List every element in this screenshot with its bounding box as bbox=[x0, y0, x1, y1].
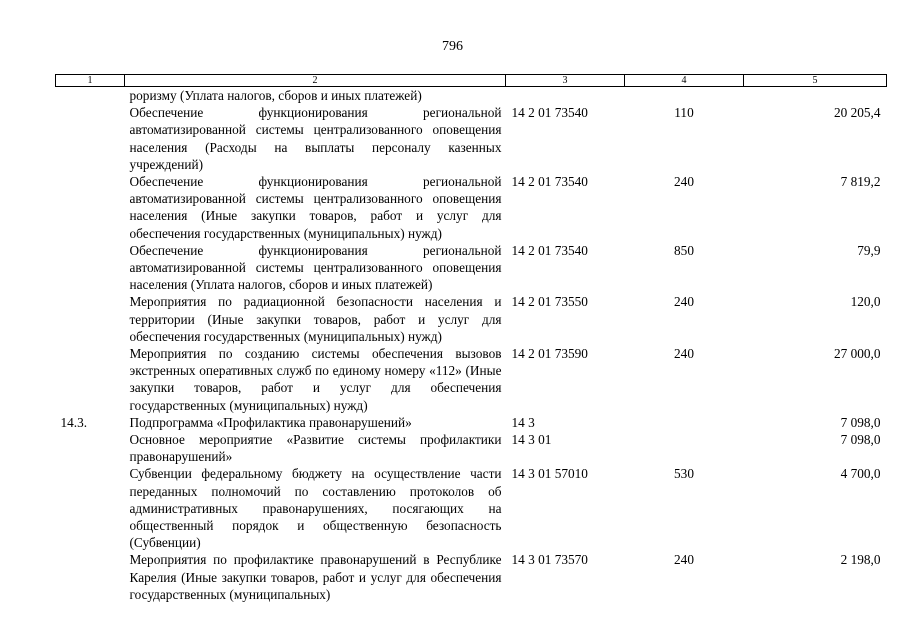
row-description: роризму (Уплата налогов, сборов и иных платежей) bbox=[129, 88, 422, 103]
header-col-4: 4 bbox=[625, 75, 744, 87]
header-row bbox=[56, 75, 887, 87]
row-code: 14 2 01 73540 bbox=[511, 174, 588, 190]
table-row bbox=[56, 414, 887, 431]
table-row bbox=[56, 551, 887, 603]
row-description: Субвенции федеральному бюджету на осуществление части переданных полномочий по составлению протоколов об административных правонарушениях, посягающих на общественный порядок и общественную безопасность (Субвенции) bbox=[129, 466, 502, 551]
row-expense-type: 240 bbox=[674, 294, 694, 310]
table-body bbox=[56, 87, 887, 604]
row-number bbox=[56, 242, 125, 294]
table-row bbox=[56, 242, 887, 294]
header-col-1: 1 bbox=[56, 75, 125, 87]
row-expense-type: 240 bbox=[674, 552, 694, 568]
row-number bbox=[56, 293, 125, 345]
row-amount: 7 098,0 bbox=[840, 432, 881, 448]
row-number bbox=[56, 87, 125, 105]
row-code: 14 2 01 73540 bbox=[511, 105, 588, 121]
row-number bbox=[56, 104, 125, 173]
header-col-3: 3 bbox=[506, 75, 625, 87]
header-col-5: 5 bbox=[744, 75, 887, 87]
row-expense-type bbox=[625, 431, 744, 465]
row-code: 14 2 01 73590 bbox=[511, 346, 588, 362]
row-number bbox=[56, 431, 125, 465]
row-code: 14 3 bbox=[511, 414, 535, 430]
row-code: 14 3 01 bbox=[511, 432, 552, 448]
row-amount: 27 000,0 bbox=[833, 346, 881, 362]
table-row bbox=[56, 173, 887, 242]
row-expense-type: 850 bbox=[674, 242, 694, 258]
row-number: 14.3. bbox=[60, 414, 88, 430]
row-description: Мероприятия по созданию системы обеспечения вызовов экстренных оперативных служб по единому номеру «112» (Иные закупки товаров, работ и услуг для обеспечения государственных (муниципальных) нужд) bbox=[129, 346, 502, 413]
row-description: Мероприятия по профилактике правонарушений в Республике Карелия (Иные закупки товаров, работ и услуг для обеспечения государственных (муниципальных) bbox=[129, 552, 502, 602]
row-amount: 2 198,0 bbox=[840, 552, 881, 568]
row-code: 14 3 01 57010 bbox=[511, 466, 588, 482]
row-number bbox=[56, 173, 125, 242]
table-row bbox=[56, 431, 887, 465]
table-header bbox=[56, 75, 887, 87]
row-number bbox=[56, 551, 125, 603]
row-description: Обеспечение функционирования региональной автоматизированной системы централизованного оповещения населения (Иные закупки товаров, работ и услуг для обеспечения государственных (муниципальных) нужд) bbox=[129, 174, 502, 241]
row-number bbox=[56, 345, 125, 414]
row-amount: 4 700,0 bbox=[840, 466, 881, 482]
table-row bbox=[56, 87, 887, 105]
table-row bbox=[56, 465, 887, 551]
row-amount: 20 205,4 bbox=[833, 105, 881, 121]
row-expense-type: 240 bbox=[674, 174, 694, 190]
row-description: Основное мероприятие «Развитие системы профилактики правонарушений» bbox=[129, 432, 502, 465]
table-row bbox=[56, 345, 887, 414]
row-amount: 7 819,2 bbox=[840, 174, 881, 190]
row-expense-type bbox=[625, 87, 744, 105]
row-number bbox=[56, 465, 125, 551]
header-col-2: 2 bbox=[125, 75, 506, 87]
table-row bbox=[56, 293, 887, 345]
row-code: 14 3 01 73570 bbox=[511, 552, 588, 568]
row-code: 14 2 01 73550 bbox=[511, 294, 588, 310]
row-amount: 120,0 bbox=[850, 294, 881, 310]
page-number: 796 bbox=[442, 39, 463, 54]
table-row bbox=[56, 104, 887, 173]
row-amount: 79,9 bbox=[857, 242, 881, 258]
row-code bbox=[506, 87, 625, 105]
row-description: Мероприятия по радиационной безопасности населения и территории (Иные закупки товаров, работ и услуг для обеспечения государственных (муниципальных) нужд) bbox=[129, 294, 502, 344]
row-expense-type: 110 bbox=[674, 105, 694, 121]
row-description: Обеспечение функционирования региональной автоматизированной системы централизованного оповещения населения (Уплата налогов, сборов и иных платежей) bbox=[129, 242, 502, 293]
row-amount: 7 098,0 bbox=[840, 414, 881, 430]
row-description: Подпрограмма «Профилактика правонарушений» bbox=[129, 414, 412, 430]
row-amount bbox=[744, 87, 887, 105]
row-code: 14 2 01 73540 bbox=[511, 242, 588, 258]
row-description: Обеспечение функционирования региональной автоматизированной системы централизованного оповещения населения (Расходы на выплаты персоналу казенных учреждений) bbox=[129, 105, 502, 172]
row-expense-type: 530 bbox=[674, 466, 694, 482]
budget-table bbox=[55, 74, 887, 603]
row-expense-type bbox=[625, 414, 744, 431]
row-expense-type: 240 bbox=[674, 346, 694, 362]
